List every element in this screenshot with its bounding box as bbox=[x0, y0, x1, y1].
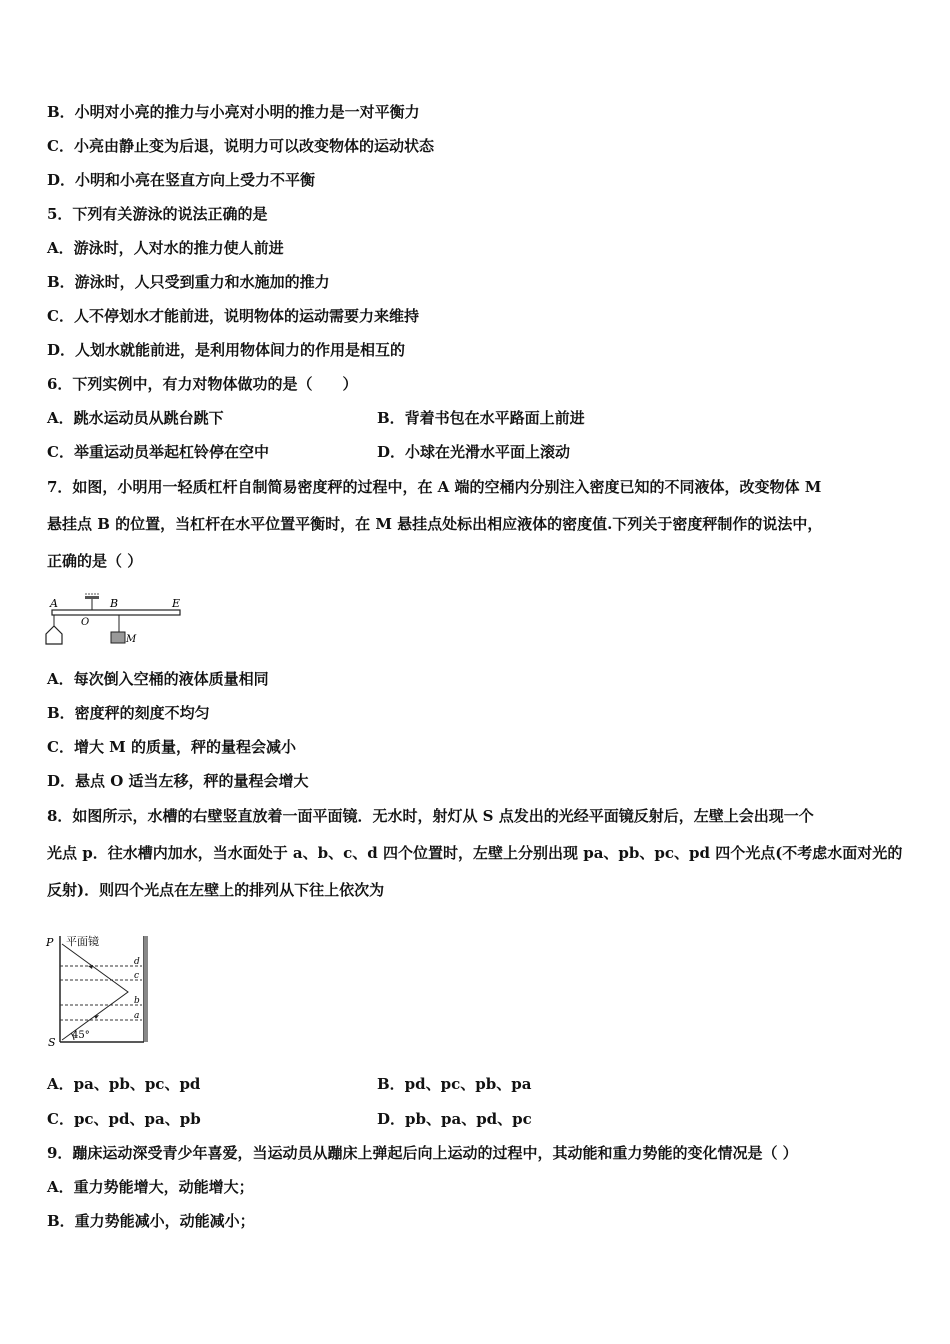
option-5c: C．人不停划水才能前进，说明物体的运动需要力来维持 bbox=[47, 307, 419, 325]
tank-label-c: c bbox=[134, 971, 140, 981]
question-6: 6．下列实例中，有力对物体做功的是（ ） bbox=[47, 375, 358, 393]
option-8b: B．pd、pc、pb、pa bbox=[377, 1075, 532, 1093]
option-9a: A．重力势能增大，动能增大； bbox=[47, 1178, 254, 1196]
option-7d: D．悬点 O 适当左移，秤的量程会增大 bbox=[47, 772, 309, 790]
tank-label-b: b bbox=[134, 996, 140, 1006]
option-7a: A．每次倒入空桶的液体质量相同 bbox=[47, 670, 269, 688]
option-5d: D．人划水就能前进，是利用物体间力的作用是相互的 bbox=[47, 341, 406, 359]
lever-label-O: O bbox=[81, 617, 90, 628]
lever-diagram bbox=[40, 592, 190, 654]
lever-label-M: M bbox=[126, 634, 137, 645]
option-5b: B．游泳时，人只受到重力和水施加的推力 bbox=[47, 273, 330, 291]
option-5a: A．游泳时，人对水的推力使人前进 bbox=[47, 239, 284, 257]
question-7-line3: 正确的是（ ） bbox=[47, 552, 143, 570]
option-9b: B．重力势能减小，动能减小； bbox=[47, 1212, 255, 1230]
tank-label-P: P bbox=[46, 936, 54, 949]
lever-label-B: B bbox=[110, 597, 119, 610]
option-8d: D．pb、pa、pd、pc bbox=[377, 1110, 532, 1128]
option-7b: B．密度秤的刻度不均匀 bbox=[47, 704, 210, 722]
line-q4c: C．小亮由静止变为后退，说明力可以改变物体的运动状态 bbox=[47, 137, 434, 155]
line-q4d: D．小明和小亮在竖直方向上受力不平衡 bbox=[47, 171, 316, 189]
question-7-line1: 7．如图，小明用一轻质杠杆自制简易密度秤的过程中，在 A 端的空桶内分别注入密度已知的不同液体，改变物体 M bbox=[47, 478, 822, 496]
option-6a: A．跳水运动员从跳台跳下 bbox=[47, 409, 224, 427]
option-6d: D．小球在光滑水平面上滚动 bbox=[377, 443, 571, 461]
question-5: 5．下列有关游泳的说法正确的是 bbox=[47, 205, 268, 223]
line-q4b: B．小明对小亮的推力与小亮对小明的推力是一对平衡力 bbox=[47, 103, 420, 121]
question-8-line1: 8．如图所示，水槽的右壁竖直放着一面平面镜．无水时，射灯从 S 点发出的光经平面镜反射后，左壁上会出现一个 bbox=[47, 807, 814, 825]
tank-label-angle: 45° bbox=[72, 1030, 90, 1041]
tank-label-d: d bbox=[134, 957, 140, 967]
tank-label-mirror: 平面镜 bbox=[66, 935, 99, 948]
lever-label-A: A bbox=[50, 597, 58, 610]
tank-label-a: a bbox=[134, 1011, 140, 1021]
question-9: 9．蹦床运动深受青少年喜爱，当运动员从蹦床上弹起后向上运动的过程中，其动能和重力势能的变化情况是（ ） bbox=[47, 1144, 798, 1162]
option-7c: C．增大 M 的质量，秤的量程会减小 bbox=[47, 738, 296, 756]
lever-label-E: E bbox=[172, 597, 181, 610]
question-8-line3: 反射)．则四个光点在左壁上的排列从下往上依次为 bbox=[47, 881, 385, 899]
water-tank-diagram bbox=[44, 932, 159, 1052]
question-7-line2: 悬挂点 B 的位置，当杠杆在水平位置平衡时，在 M 悬挂点处标出相应液体的密度值.下列关于密度秤制作的说法中， bbox=[47, 515, 823, 533]
option-8c: C．pc、pd、pa、pb bbox=[47, 1110, 201, 1128]
question-8-line2: 光点 p．往水槽内加水，当水面处于 a、b、c、d 四个位置时，左壁上分别出现 pa、pb、pc、pd 四个光点(不考虑水面对光的 bbox=[47, 844, 903, 862]
option-6c: C．举重运动员举起杠铃停在空中 bbox=[47, 443, 269, 461]
option-8a: A．pa、pb、pc、pd bbox=[47, 1075, 201, 1093]
option-6b: B．背着书包在水平路面上前进 bbox=[377, 409, 585, 427]
tank-label-S: S bbox=[48, 1036, 56, 1049]
